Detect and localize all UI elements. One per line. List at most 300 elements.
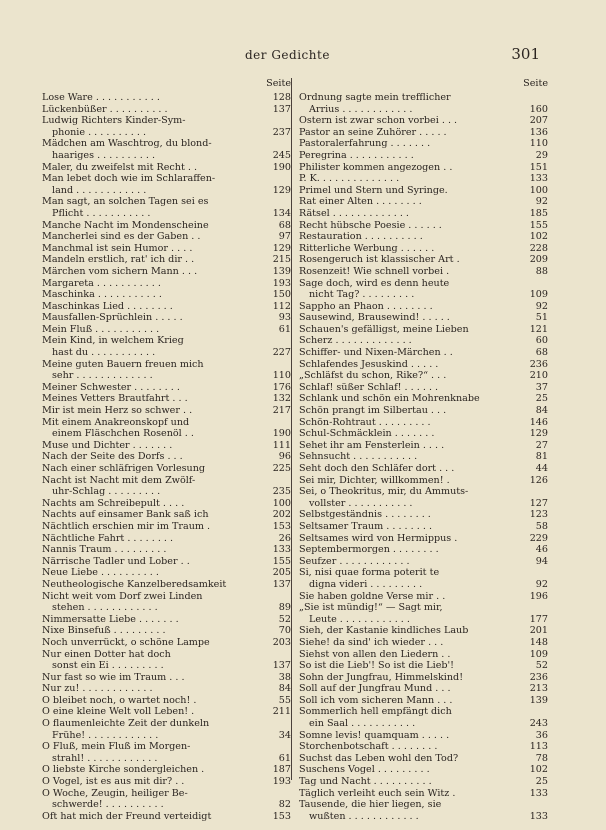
index-entries-left [42, 92, 291, 822]
entry-page: 78 [535, 752, 548, 764]
index-entry [299, 637, 548, 649]
entry-title: Nur fast so wie im Traum . . . [42, 671, 185, 683]
entry-title-line: haariges . . . . . . . . . . [52, 149, 156, 161]
page-number: 301 [511, 45, 540, 63]
index-entries-right [299, 92, 548, 822]
entry-title-line: uhr-Schlag . . . . . . . . . [52, 486, 161, 498]
entry-title: Schlafendes Jesuskind . . . . . [299, 358, 439, 370]
entry-page: 70 [278, 625, 291, 637]
entry-last-line [42, 799, 291, 811]
index-entry [42, 451, 291, 463]
entry-page: 229 [529, 532, 548, 544]
entry-page: 245 [272, 149, 291, 161]
entry-page: 89 [278, 602, 291, 614]
index-entry [42, 614, 291, 626]
entry-title: Rat einer Alten . . . . . . . . [299, 196, 422, 208]
entry-title: Soll auf der Jungfrau Mund . . . [299, 683, 451, 695]
entry-title: Recht hübsche Poesie . . . . . . [299, 219, 442, 231]
entry-page: 37 [535, 381, 548, 393]
entry-page: 213 [529, 683, 548, 695]
entry-title: Storchenbotschaft . . . . . . . . [299, 741, 438, 753]
entry-page: 193 [272, 277, 291, 289]
index-entry [299, 544, 548, 556]
index-entry [299, 231, 548, 243]
entry-page: 102 [529, 231, 548, 243]
entry-title: So ist die Lieb'! So ist die Lieb'! [299, 660, 455, 672]
column-divider [291, 78, 292, 780]
index-entry [42, 463, 291, 475]
index-entry [299, 799, 548, 822]
entry-title: O liebste Kirche sondergleichen . [42, 764, 205, 776]
index-entry [299, 672, 548, 684]
entry-title: Septembermorgen . . . . . . . . [299, 544, 439, 556]
index-entry [42, 672, 291, 684]
entry-title-line: Ludwig Richters Kinder-Sym- [42, 115, 186, 127]
entry-title: Ostern ist zwar schon vorbei . . . [299, 115, 458, 127]
entry-title: P. K. . . . . . . . . . . . . . [299, 173, 400, 185]
index-entry [299, 185, 548, 197]
entry-page: 190 [272, 161, 291, 173]
entry-page: 123 [529, 509, 548, 521]
entry-title: Nächtlich erschien mir im Traum . [42, 520, 211, 532]
entry-page: 111 [272, 439, 291, 451]
entry-title-line: O Fluß, mein Fluß im Morgen- [42, 741, 191, 753]
index-entry [42, 266, 291, 278]
entry-page: 88 [535, 265, 548, 277]
entry-title: Restauration . . . . . . . . . . [299, 231, 423, 243]
index-entry [42, 440, 291, 452]
entry-title-line: sonst ein Ei . . . . . . . . . [52, 660, 164, 672]
index-entry [299, 753, 548, 765]
index-entry [42, 301, 291, 313]
column-head-right: Seite [523, 78, 548, 89]
entry-title: Sieh, der Kastanie kindliches Laub [299, 625, 469, 637]
entry-page: 134 [272, 207, 291, 219]
entry-title: Rosengeruch ist klassischer Art . [299, 254, 460, 266]
index-entry [42, 104, 291, 116]
index-entry [42, 173, 291, 196]
entry-page: 227 [272, 347, 291, 359]
index-entry [42, 706, 291, 718]
index-entry [299, 405, 548, 417]
entry-title-line: Man sagt, an solchen Tagen sei es [42, 196, 209, 208]
index-entry [42, 475, 291, 498]
index-entry [299, 278, 548, 301]
entry-title: Lückenbüßer . . . . . . . . . . [42, 103, 168, 115]
entry-title-line: einem Fläschchen Rosenöl . . [52, 428, 194, 440]
index-entry [299, 150, 548, 162]
index-entry [42, 556, 291, 568]
entry-title: Schiffer- und Nixen-Märchen . . [299, 347, 453, 359]
entry-title: Manchmal ist sein Humor . . . . [42, 242, 193, 254]
entry-page: 121 [529, 323, 548, 335]
index-entry [299, 220, 548, 232]
index-entry [299, 382, 548, 394]
entry-page: 68 [278, 219, 291, 231]
index-entry [42, 417, 291, 440]
entry-page: 126 [529, 474, 548, 486]
entry-last-line [299, 104, 548, 116]
entry-page: 92 [535, 300, 548, 312]
entry-title: O bleibet noch, o wartet noch! . [42, 694, 197, 706]
entry-title-line: Arrius . . . . . . . . . . . . [309, 103, 413, 115]
entry-page: 217 [272, 405, 291, 417]
entry-page: 235 [272, 486, 291, 498]
entry-page: 151 [529, 161, 548, 173]
entry-page: 81 [535, 451, 548, 463]
index-entry [42, 324, 291, 336]
entry-page: 177 [529, 613, 548, 625]
entry-title: O Vogel, ist es aus mit dir? . . [42, 776, 185, 788]
entry-title: Närrische Tadler und Lober . . [42, 555, 190, 567]
index-entry [299, 463, 548, 475]
index-entry [299, 335, 548, 347]
entry-title: Lose Ware . . . . . . . . . . . [42, 92, 160, 103]
index-entry [299, 347, 548, 359]
index-entry [42, 289, 291, 301]
entry-page: 187 [272, 764, 291, 776]
index-entry [299, 173, 548, 185]
index-entry [42, 567, 291, 579]
index-column-left [42, 78, 291, 822]
index-entry [42, 764, 291, 776]
page-header [0, 45, 606, 66]
entry-page: 136 [529, 126, 548, 138]
entry-title: Philister kommen angezogen . . [299, 161, 453, 173]
entry-last-line [42, 185, 291, 197]
entry-page: 133 [529, 787, 548, 799]
entry-page: 60 [535, 335, 548, 347]
index-entry [299, 683, 548, 695]
index-entry [299, 254, 548, 266]
entry-title-line: Pflicht . . . . . . . . . . . [52, 207, 151, 219]
index-entry [42, 625, 291, 637]
index-entry [299, 509, 548, 521]
entry-title: Mancherlei sind es der Gaben . . [42, 231, 201, 243]
index-entry [299, 162, 548, 174]
entry-title-line: nicht Tag? . . . . . . . . . [309, 289, 415, 301]
entry-page: 29 [535, 149, 548, 161]
index-entry [299, 359, 548, 371]
entry-title-line: vollster . . . . . . . . . . . [309, 497, 413, 509]
entry-page: 133 [272, 544, 291, 556]
entry-title: Märchen vom sichern Mann . . . [42, 265, 198, 277]
entry-page: 84 [278, 683, 291, 695]
index-entry [299, 764, 548, 776]
entry-title: O eine kleine Welt voll Leben! . [42, 706, 195, 718]
index-entry [299, 660, 548, 672]
index-entry [42, 196, 291, 219]
entry-title: Schön-Rohtraut . . . . . . . . . [299, 416, 431, 428]
index-entry [42, 312, 291, 324]
entry-page: 92 [535, 578, 548, 590]
entry-page: 228 [529, 242, 548, 254]
entry-title: Soll ich vom sicheren Mann . . . [299, 694, 453, 706]
entry-page: 55 [278, 694, 291, 706]
index-entry [42, 533, 291, 545]
index-entry [42, 811, 291, 823]
entry-title-line: „Sie ist mündig!“ — Sagt mir, [299, 602, 443, 614]
index-entry [42, 359, 291, 382]
entry-title: Nannis Traum . . . . . . . . . [42, 544, 167, 556]
index-entry [299, 475, 548, 487]
index-entry [299, 788, 548, 800]
entry-title: Mein Fluß . . . . . . . . . . . [42, 323, 160, 335]
index-entry [42, 591, 291, 614]
entry-page: 61 [278, 323, 291, 335]
entry-last-line [299, 811, 548, 823]
entry-title: Peregrina . . . . . . . . . . . [299, 149, 414, 161]
entry-title-line: digna videri . . . . . . . . . [309, 578, 423, 590]
entry-title-line: Nicht weit vom Dorf zwei Linden [42, 590, 203, 602]
entry-title-line: ein Saal . . . . . . . . . . . [309, 718, 416, 730]
index-entry [299, 301, 548, 313]
index-entry [42, 521, 291, 533]
entry-title-line: Leute . . . . . . . . . . . . [309, 613, 410, 625]
entry-last-line [42, 753, 291, 765]
index-entry [299, 138, 548, 150]
entry-page: 52 [278, 613, 291, 625]
column-head-left: Seite [266, 78, 291, 89]
entry-last-line [42, 486, 291, 498]
entry-title: Neue Liebe . . . . . . . . . . [42, 567, 159, 579]
entry-title: Seltsames wird von Hermippus . [299, 532, 458, 544]
entry-title: „Schläfst du schon, Rike?“ . . . [299, 370, 447, 382]
entry-page: 153 [272, 810, 291, 822]
entry-last-line [42, 370, 291, 382]
index-entry [299, 312, 548, 324]
entry-title-line: Meine guten Bauern freuen mich [42, 358, 204, 370]
index-entry [42, 254, 291, 266]
entry-title-line: hast du . . . . . . . . . . . [52, 347, 156, 359]
entry-title-line: Tausende, die hier liegen, sie [299, 799, 442, 811]
entry-page: 201 [529, 625, 548, 637]
entry-page: 27 [535, 439, 548, 451]
index-entry [42, 278, 291, 290]
index-entry [299, 649, 548, 661]
entry-page: 205 [272, 567, 291, 579]
entry-page: 210 [529, 370, 548, 382]
entry-title-line: wußten . . . . . . . . . . . . [309, 810, 419, 822]
entry-page: 58 [535, 520, 548, 532]
index-entry [299, 115, 548, 127]
entry-title: Selbstgeständnis . . . . . . . . [299, 509, 431, 521]
index-entry [299, 776, 548, 788]
entry-title: Oft hat mich der Freund verteidigt [42, 810, 212, 822]
entry-last-line [299, 289, 548, 301]
entry-title: Sausewind, Brausewind! . . . . . [299, 312, 450, 324]
entry-page: 196 [529, 590, 548, 602]
index-entry [299, 591, 548, 603]
entry-page: 176 [272, 381, 291, 393]
entry-page: 225 [272, 463, 291, 474]
entry-page: 146 [529, 416, 548, 428]
entry-page: 133 [529, 810, 548, 822]
entry-page: 92 [535, 196, 548, 208]
entry-title-line: Si, nisi quae forma poterit te [299, 567, 440, 579]
entry-page: 137 [272, 103, 291, 115]
index-entry [299, 556, 548, 568]
index-entry [42, 544, 291, 556]
entry-title: Siehe! da sind' ich wieder . . . [299, 636, 444, 648]
entry-page: 84 [535, 405, 548, 417]
entry-title-line: Sei, o Theokritus, mir, du Ammuts- [299, 486, 469, 498]
index-entry [299, 706, 548, 729]
entry-title: Meines Vetters Brautfahrt . . . [42, 393, 188, 405]
entry-page: 44 [535, 463, 548, 474]
index-entry [42, 649, 291, 672]
index-entry [299, 92, 548, 115]
index-entry [299, 602, 548, 625]
entry-page: 237 [272, 126, 291, 138]
entry-page: 153 [272, 520, 291, 532]
entry-page: 93 [278, 312, 291, 324]
entry-page: 155 [529, 219, 548, 231]
index-entry [299, 243, 548, 255]
entry-title: Maschinkas Lied . . . . . . . . [42, 300, 173, 312]
entry-title: Nachts auf einsamer Bank saß ich [42, 509, 209, 521]
entry-page: 148 [529, 636, 548, 648]
entry-last-line [299, 614, 548, 626]
entry-page: 129 [272, 242, 291, 254]
index-entry [42, 335, 291, 358]
entry-title: Nimmersatte Liebe . . . . . . . [42, 613, 179, 625]
entry-page: 137 [272, 578, 291, 590]
entry-title: Pastor an seine Zuhörer . . . . . [299, 126, 447, 138]
entry-title-line: Nur einen Dotter hat doch [42, 648, 171, 660]
entry-page: 109 [529, 648, 548, 660]
entry-title: Schön prangt im Silbertau . . . [299, 405, 447, 417]
entry-title: Siehst von allen den Liedern . . [299, 648, 451, 660]
entry-title-line: strahl! . . . . . . . . . . . . [52, 752, 158, 764]
entry-title-line: Nacht ist Nacht mit dem Zwölf- [42, 474, 196, 486]
index-entry [42, 718, 291, 741]
entry-title-line: schwerde! . . . . . . . . . . [52, 799, 164, 811]
entry-page: 110 [272, 370, 291, 382]
entry-title: Seltsamer Traum . . . . . . . . [299, 520, 433, 532]
entry-title-line: land . . . . . . . . . . . . [52, 184, 147, 196]
index-entry [299, 370, 548, 382]
index-entry [299, 533, 548, 545]
entry-last-line [42, 347, 291, 359]
entry-title: Sehet ihr am Fensterlein . . . . [299, 439, 445, 451]
entry-title: Mausfallen-Sprüchlein . . . . . [42, 312, 183, 324]
index-entry [299, 451, 548, 463]
entry-page: 94 [535, 555, 548, 567]
entry-last-line [299, 579, 548, 591]
entry-last-line [42, 660, 291, 672]
index-entry [42, 788, 291, 811]
entry-title-line: Sommerlich hell empfängt dich [299, 706, 452, 718]
entry-page: 100 [529, 184, 548, 196]
entry-page: 110 [529, 138, 548, 150]
entry-title: Nachts am Schreibepult . . . . [42, 497, 185, 509]
entry-page: 137 [272, 660, 291, 672]
entry-page: 203 [272, 636, 291, 648]
index-entry [299, 127, 548, 139]
index-entry [299, 695, 548, 707]
entry-title: Nach einer schläfrigen Vorlesung [42, 463, 206, 474]
entry-page: 38 [278, 671, 291, 683]
entry-page: 155 [272, 555, 291, 567]
entry-page: 25 [535, 393, 548, 405]
index-entry [42, 683, 291, 695]
entry-page: 150 [272, 289, 291, 301]
index-entry [42, 92, 291, 104]
entry-title: Primel und Stern und Syringe. [299, 184, 448, 196]
entry-page: 97 [278, 231, 291, 243]
entry-page: 52 [535, 660, 548, 672]
index-entry [42, 220, 291, 232]
index-entry [299, 428, 548, 440]
index-column-right [299, 78, 548, 822]
index-entry [42, 405, 291, 417]
entry-last-line [42, 428, 291, 440]
entry-last-line [299, 718, 548, 730]
index-entry [299, 567, 548, 590]
entry-page: 36 [535, 729, 548, 741]
entry-title: Suschens Vogel . . . . . . . . . [299, 764, 430, 776]
index-entry [42, 393, 291, 405]
index-entry [42, 695, 291, 707]
entry-title: Sei mir, Dichter, willkommen! . [299, 474, 450, 486]
entry-page: 113 [529, 741, 548, 753]
index-entry [42, 162, 291, 174]
index-entry [42, 498, 291, 510]
index-entry [299, 196, 548, 208]
entry-title: Neutheologische Kanzelberedsamkeit [42, 578, 227, 590]
entry-title: Seht doch den Schläfer dort . . . [299, 463, 455, 474]
index-entry [42, 509, 291, 521]
index-entry [299, 393, 548, 405]
entry-title: Sehnsucht . . . . . . . . . . . [299, 451, 418, 463]
entry-page: 243 [529, 718, 548, 730]
entry-title: Nur zu! . . . . . . . . . . . . [42, 683, 153, 695]
entry-page: 100 [272, 497, 291, 509]
entry-title: Sie haben goldne Verse mir . . [299, 590, 446, 602]
entry-last-line [42, 150, 291, 162]
entry-page: 68 [535, 347, 548, 359]
entry-title: Schauen's gefälligst, meine Lieben [299, 323, 469, 335]
entry-title-line: O Woche, Zeugin, heiliger Be- [42, 787, 188, 799]
entry-title: Noch unverrückt, o schöne Lampe [42, 636, 210, 648]
entry-page: 61 [278, 752, 291, 764]
index-entry [299, 208, 548, 220]
entry-title-line: Frühe! . . . . . . . . . . . . [52, 729, 159, 741]
entry-title: Tag und Nacht . . . . . . . . . . [299, 776, 432, 788]
entry-title: Nächtliche Fahrt . . . . . . . . [42, 532, 174, 544]
entry-page: 82 [278, 799, 291, 811]
index-entry [42, 579, 291, 591]
index-entry [42, 138, 291, 161]
index-entry [299, 521, 548, 533]
entry-page: 129 [529, 428, 548, 440]
entry-page: 139 [529, 694, 548, 706]
entry-page: 96 [278, 451, 291, 463]
entry-page: 211 [272, 706, 291, 718]
index-entry [42, 741, 291, 764]
entry-title: Meiner Schwester . . . . . . . . [42, 381, 180, 393]
index-entry [42, 115, 291, 138]
entry-title-line: Sage doch, wird es denn heute [299, 277, 450, 289]
index-entry [42, 231, 291, 243]
entry-title: Scherz . . . . . . . . . . . . . [299, 335, 412, 347]
index-entry [299, 625, 548, 637]
entry-page: 190 [272, 428, 291, 440]
entry-title: Nixe Binsefuß . . . . . . . . . [42, 625, 166, 637]
entry-title: Täglich verleiht euch sein Witz . [299, 787, 456, 799]
entry-page: 128 [272, 92, 291, 103]
